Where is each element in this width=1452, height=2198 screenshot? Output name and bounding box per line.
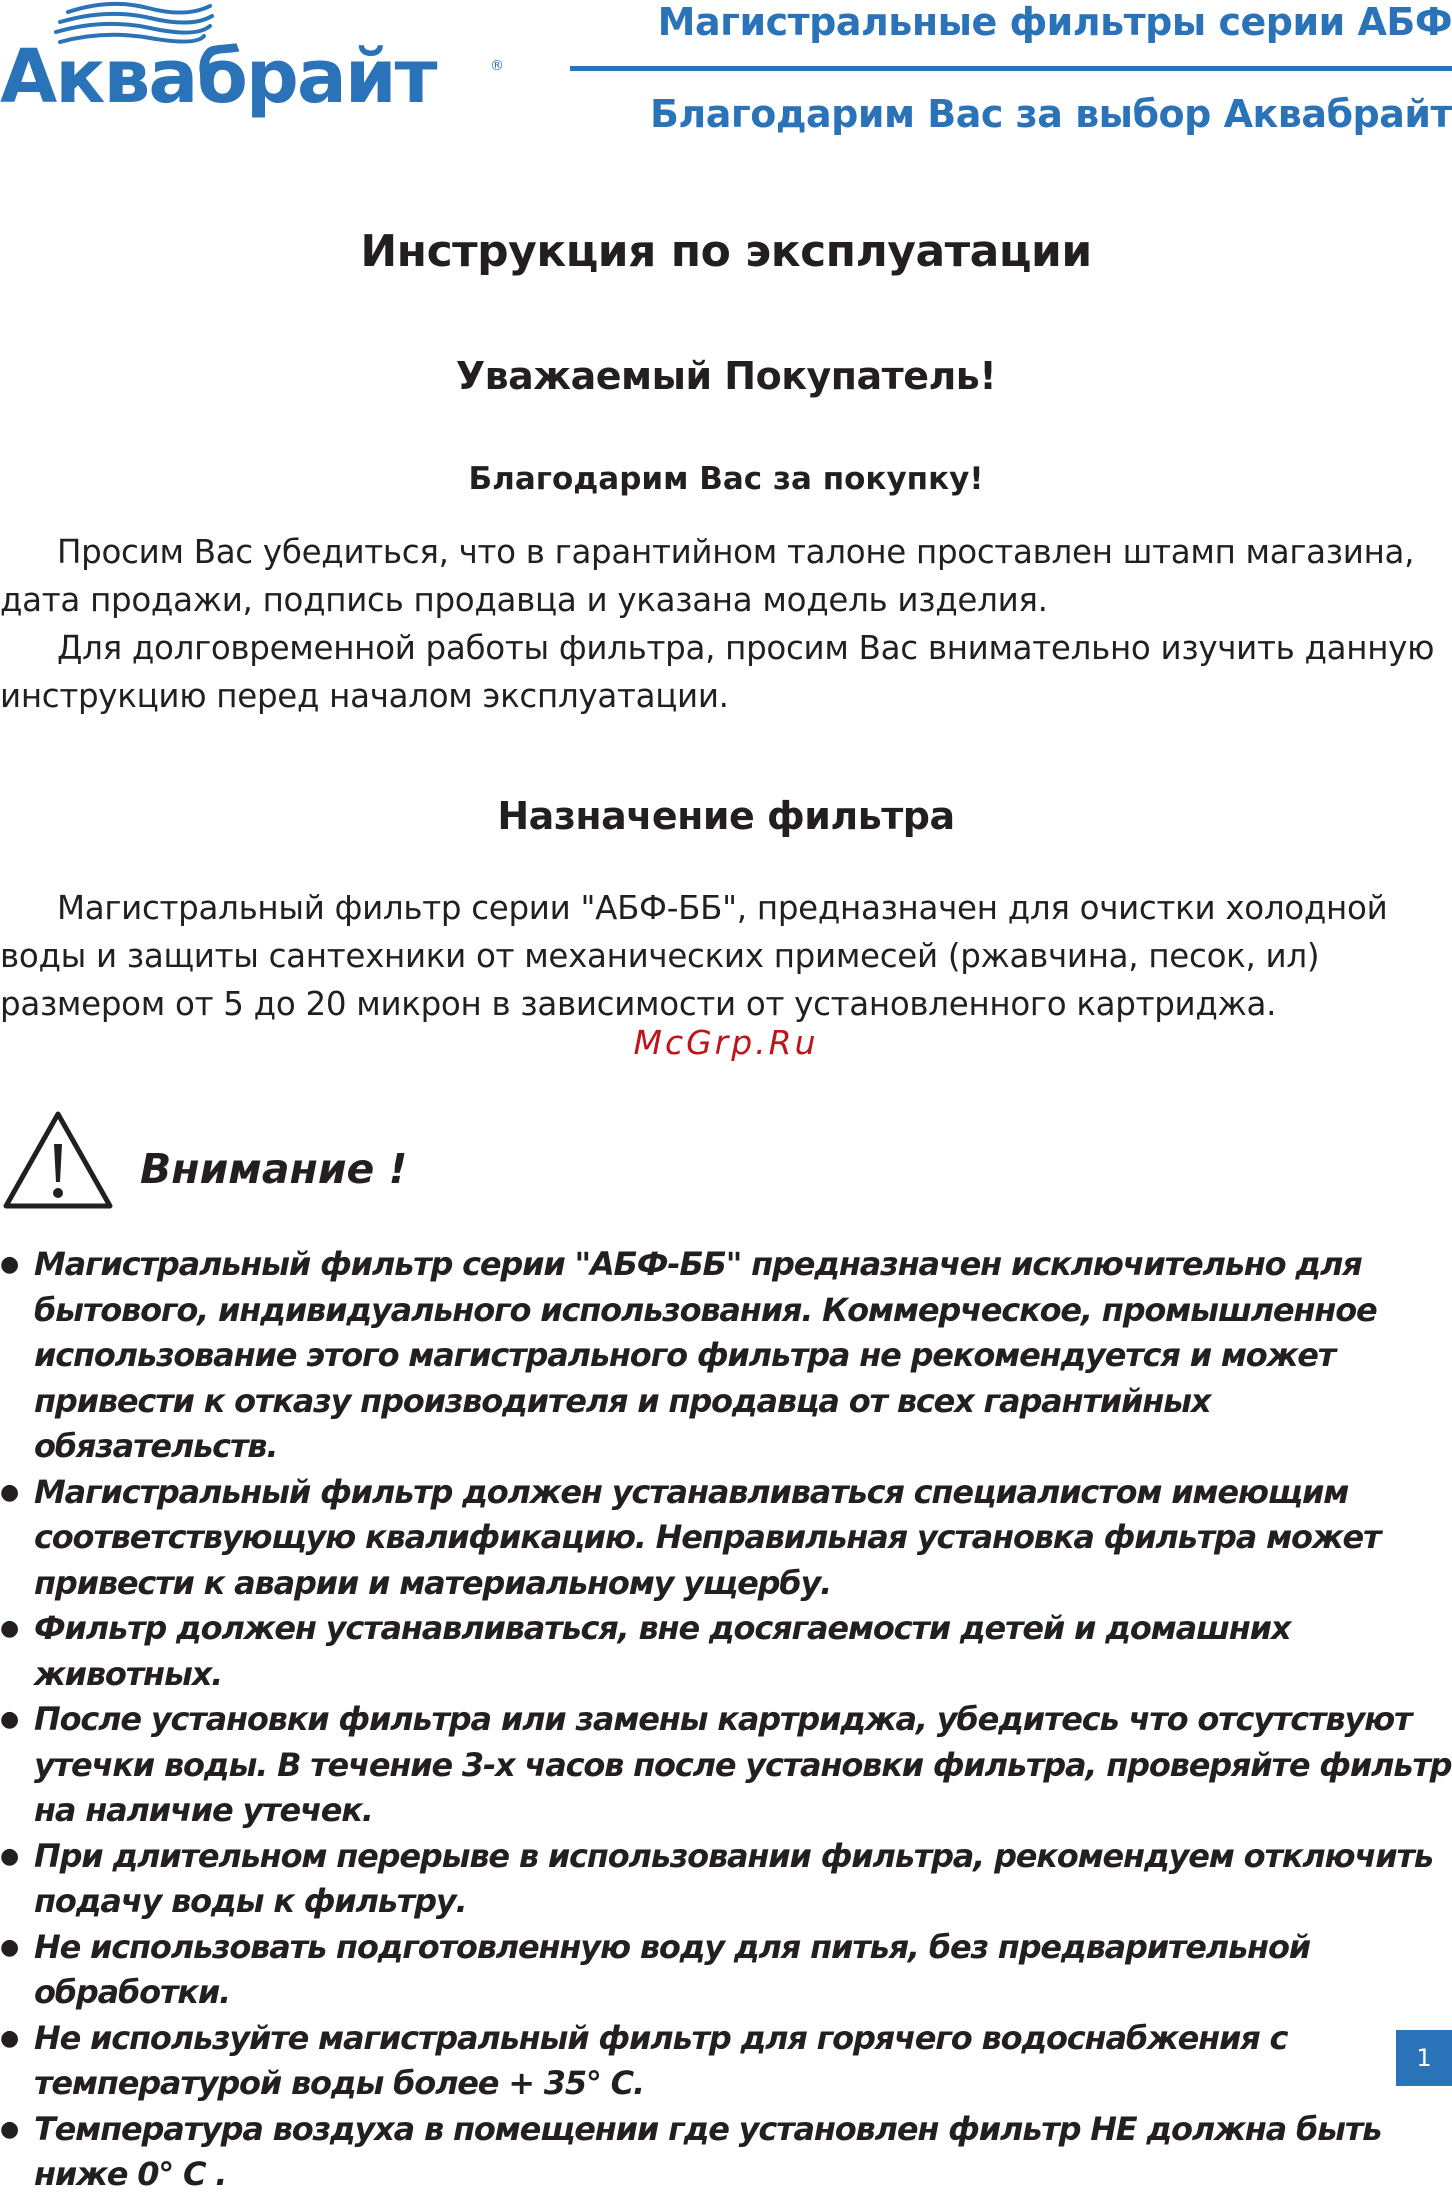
list-item: ● Температура воздуха в помещении где установлен фильтр НЕ должна быть ниже 0° С . [0, 2107, 1452, 2198]
list-item: ● Магистральный фильтр серии "АБФ-ББ" предназначен исключительно для бытового, индивидуального использования. Коммерческое, промышленное использование этого магистрального фильтра не рекомендуется и может привести к отказу производителя и продавца от всех гарантийных обязательств. [0, 1242, 1452, 1470]
logo-wordmark: Аквабрайт [0, 34, 436, 120]
warning-list [0, 1242, 1452, 2198]
series-title: Магистральные фильтры серии АБФ [657, 0, 1452, 44]
page-header [0, 0, 1452, 150]
greeting-heading: Уважаемый Покупатель! [455, 354, 997, 398]
list-item: ● При длительном перерыве в использовании фильтра, рекомендуем отключить подачу воды к фильтру. [0, 1834, 1452, 1925]
intro-paragraph: Для долговременной работы фильтра, просим Вас внимательно изучить данную инструкцию перед началом эксплуатации. [0, 629, 1435, 715]
list-item: ● Не использовать подготовленную воду для питья, без предварительной обработки. [0, 1925, 1452, 2016]
list-item: ● После установки фильтра или замены картриджа, убедитесь что отсутствуют утечки воды. В течение 3-х часов после установки фильтра, проверяйте фильтр на наличие утечек. [0, 1697, 1452, 1834]
purpose-text [0, 884, 1448, 1028]
intro-paragraph: Просим Вас убедиться, что в гарантийном талоне проставлен штамп магазина, дата продажи, подпись продавца и указана модель изделия. [0, 533, 1415, 619]
page-number: 1 [1396, 2030, 1452, 2086]
brand-logo [0, 0, 520, 140]
purpose-paragraph: Магистральный фильтр серии "АБФ-ББ", предназначен для очистки холодной воды и защиты сантехники от механических примесей (ржавчина, песок, ил) размером от 5 до 20 микрон в зависимости от установленного картриджа. [0, 889, 1388, 1023]
page-title: Инструкция по эксплуатации [360, 226, 1092, 277]
list-item: ● Магистральный фильтр должен устанавливаться специалистом имеющим соответствующую квалификацию. Неправильная установка фильтра может привести к аварии и материальному ущербу. [0, 1470, 1452, 1607]
warning-title: Внимание ! [140, 1145, 408, 1193]
watermark: McGrp.Ru [633, 1023, 819, 1062]
warning-triangle-icon [0, 1108, 116, 1212]
list-item: ● Фильтр должен устанавливаться, вне досягаемости детей и домашних животных. [0, 1606, 1452, 1697]
intro-text [0, 528, 1448, 720]
registered-mark: ® [490, 58, 504, 74]
header-divider [570, 66, 1452, 71]
header-thanks: Благодарим Вас за выбор Аквабрайт [649, 92, 1452, 136]
list-item: ● Не используйте магистральный фильтр для горячего водоснабжения с температурой воды более + 35° С. [0, 2016, 1452, 2107]
purpose-heading: Назначение фильтра [497, 794, 955, 838]
thanks-purchase: Благодарим Вас за покупку! [468, 461, 984, 497]
